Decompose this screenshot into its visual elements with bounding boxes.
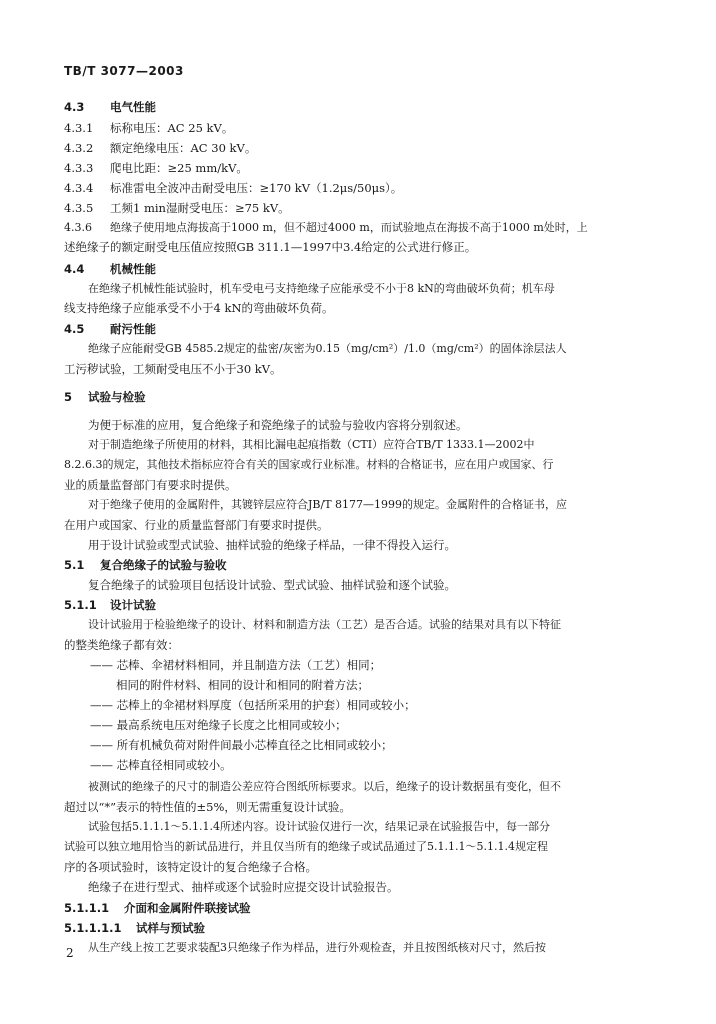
heading-5-1-1: 5.1.1 设计试验 [64, 598, 156, 612]
clause-4-3-4: 4.3.4 标准雷电全波冲击耐受电压：≥170 kV（1.2μs/50μs）。 [64, 181, 403, 195]
paragraph-line: 工污秽试验，工频耐受电压不小于30 kV。 [64, 362, 282, 376]
list-item: —— 芯棒、伞裙材料相同，并且制造方法（工艺）相同； [90, 658, 382, 672]
heading-5: 5 试验与检验 [64, 390, 146, 404]
paragraph-line: 从生产线上按工艺要求装配3只绝缘子作为样品，进行外观检查，并且按图纸核对尺寸，然后按 [88, 941, 546, 954]
paragraph-line: 8.2.6.3的规定，其他技术指标应符合有关的国家或行业标准。材料的合格证书，应在用户或国家、行 [64, 458, 554, 471]
clause-4-3-3: 4.3.3 爬电比距：≥25 mm/kV。 [64, 161, 248, 175]
paragraph-line: 超过以“*”表示的特性值的±5%，则无需重复设计试验。 [64, 800, 351, 814]
paragraph-line: 对于制造绝缘子所使用的材料，其相比漏电起痕指数（CTI）应符合TB/T 1333.1—2002中 [88, 438, 535, 451]
list-item: —— 最高系统电压对绝缘子长度之比相同或较小； [90, 718, 347, 732]
paragraph-line: 被测试的绝缘子的尺寸的制造公差应符合图纸所标要求。以后，绝缘子的设计数据虽有变化，但不 [88, 780, 561, 793]
paragraph-line: 用于设计试验或型式试验、抽样试验的绝缘子样品，一律不得投入运行。 [88, 538, 456, 552]
paragraph-line: 绝缘子在进行型式、抽样或逐个试验时应提交设计试验报告。 [88, 880, 399, 894]
clause-4-3-5: 4.3.5 工频1 min湿耐受电压：≥75 kV。 [64, 201, 290, 215]
heading-4-3: 4.3 电气性能 [64, 100, 156, 114]
paragraph-line: 线支持绝缘子应能承受不小于4 kN的弯曲破坏负荷。 [64, 301, 334, 315]
paragraph-line: 试验包括5.1.1.1～5.1.1.4所述内容。设计试验仅进行一次，结果记录在试验报告中，每一部分 [88, 820, 550, 833]
clause-4-3-2: 4.3.2 额定绝缘电压：AC 30 kV。 [64, 141, 257, 155]
paragraph-line: 设计试验用于检验绝缘子的设计、材料和制造方法（工艺）是否合适。试验的结果对具有以下特征 [88, 618, 561, 631]
heading-4-5: 4.5 耐污性能 [64, 322, 156, 336]
paragraph-line: 的整类绝缘子都有效： [64, 638, 179, 652]
paragraph-line: 述绝缘子的额定耐受电压值应按照GB 311.1—1997中3.4给定的公式进行修正。 [64, 240, 477, 254]
paragraph-line: 试验可以独立地用恰当的新试品进行，并且仅当所有的绝缘子或试品通过了5.1.1.1～5.1.1.4规定程 [64, 840, 548, 853]
heading-5-1-1-1-1: 5.1.1.1.1 试样与预试验 [64, 921, 205, 935]
paragraph-line: 业的质量监督部门有要求时提供。 [64, 478, 237, 492]
paragraph-line: 为便于标准的应用，复合绝缘子和瓷绝缘子的试验与验收内容将分别叙述。 [88, 418, 468, 432]
paragraph-line: 绝缘子应能耐受GB 4585.2规定的盐密/灰密为0.15（mg/cm²）/1.0（mg/cm²）的固体涂层法人 [88, 342, 567, 355]
heading-5-1-1-1: 5.1.1.1 介面和金属附件联接试验 [64, 901, 251, 915]
standard-number: TB/T 3077—2003 [64, 64, 184, 78]
list-item: —— 芯棒上的伞裙材料厚度（包括所采用的护套）相同或较小； [90, 698, 416, 712]
paragraph-line: 对于绝缘子使用的金属附件，其镀锌层应符合JB/T 8177—1999的规定。金属附件的合格证书，应 [88, 498, 568, 511]
paragraph-line: 序的各项试验时，该特定设计的复合绝缘子合格。 [64, 860, 317, 874]
paragraph-line: 复合绝缘子的试验项目包括设计试验、型式试验、抽样试验和逐个试验。 [88, 578, 456, 592]
list-item: —— 所有机械负荷对附件间最小芯棒直径之比相同或较小； [90, 738, 393, 752]
list-item: —— 芯棒直径相同或较小。 [90, 758, 232, 772]
paragraph-line: 在绝缘子机械性能试验时，机车受电弓支持绝缘子应能承受不小于8 kN的弯曲破坏负荷；机车母 [88, 282, 555, 295]
heading-4-4: 4.4 机械性能 [64, 262, 156, 276]
paragraph-line: 在用户或国家、行业的质量监督部门有要求时提供。 [64, 518, 329, 532]
heading-5-1: 5.1 复合绝缘子的试验与验收 [64, 558, 227, 572]
clause-4-3-1: 4.3.1 标称电压：AC 25 kV。 [64, 121, 234, 135]
clause-4-3-6: 4.3.6 绝缘子使用地点海拔高于1000 m，但不超过4000 m，而试验地点在海拔不高于1000 m处时，上 [64, 221, 588, 234]
list-item: 相同的附件材料、相同的设计和相同的附着方法； [116, 678, 369, 692]
page-number: 2 [66, 946, 74, 960]
